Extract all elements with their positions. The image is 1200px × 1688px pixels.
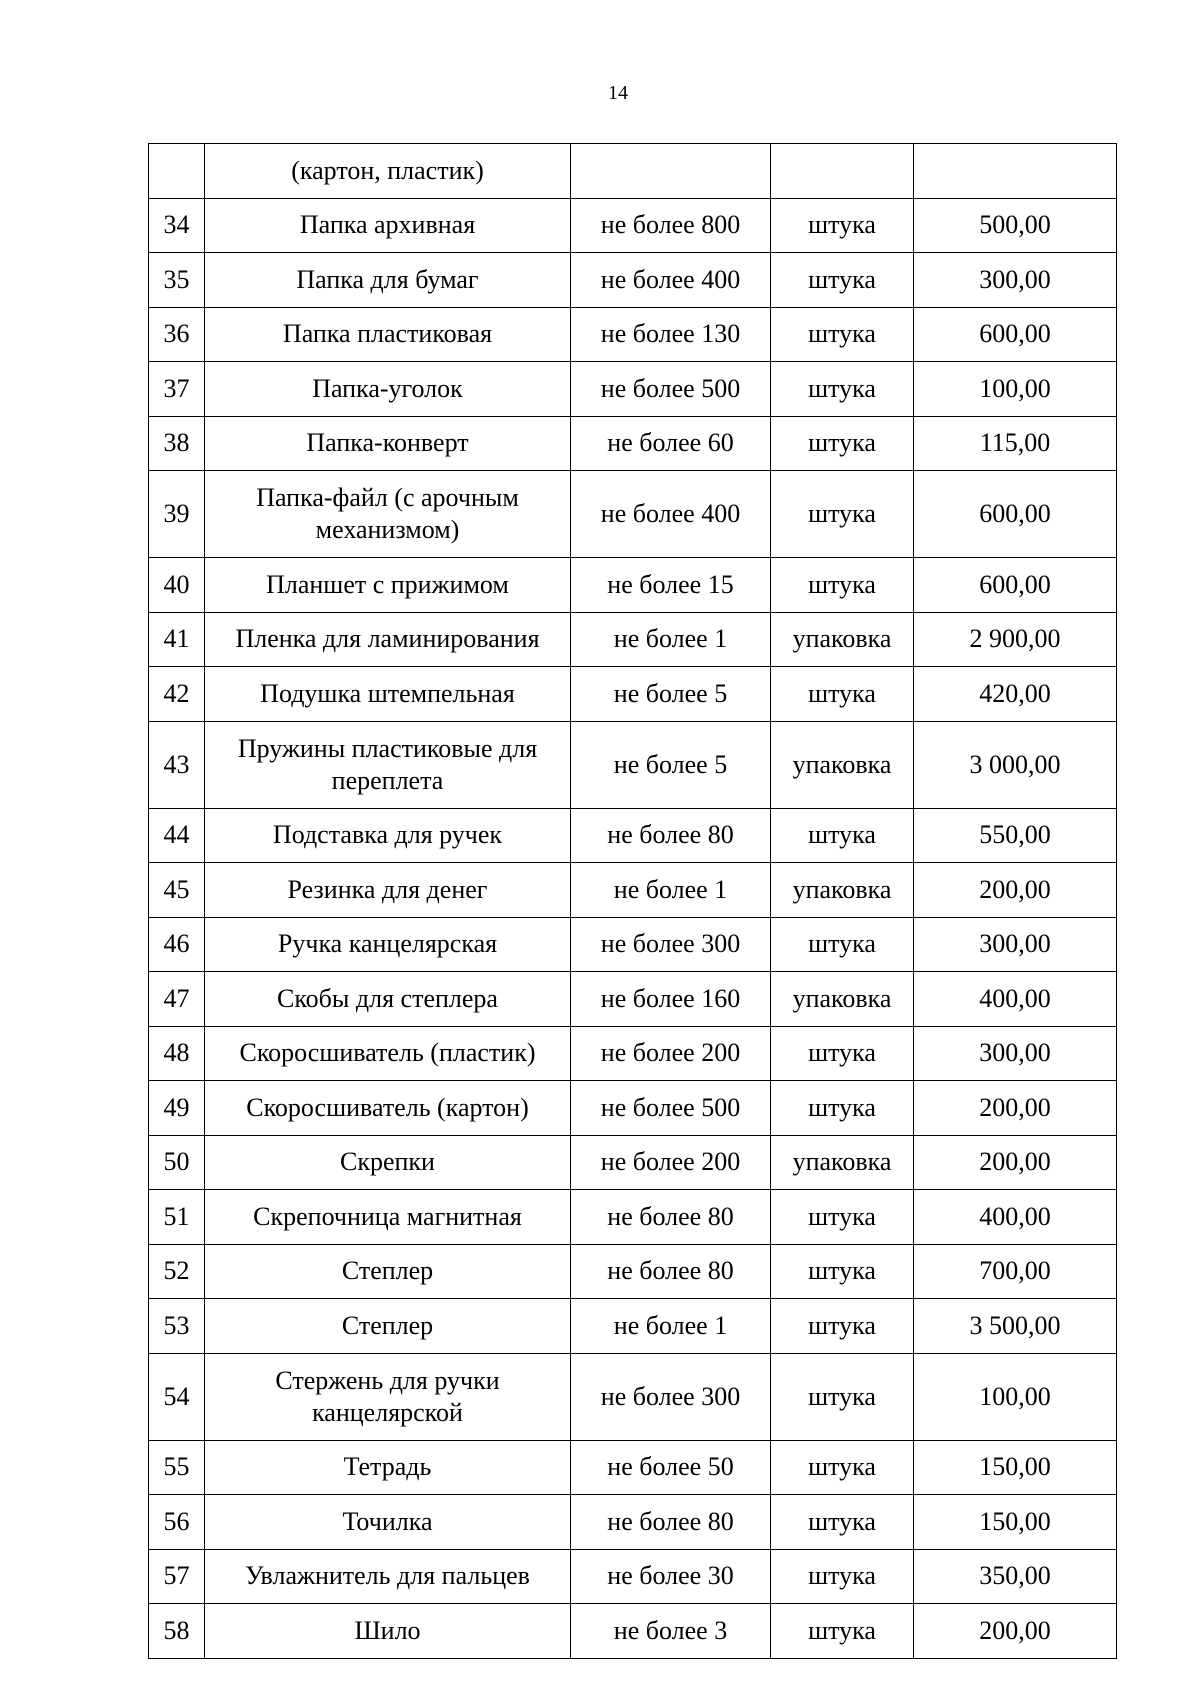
cell-unit: штука: [771, 471, 914, 558]
table-row: [149, 721, 1117, 808]
cell-num: 40: [149, 558, 205, 613]
table-row: [149, 917, 1117, 972]
cell-price: 200,00: [914, 1135, 1117, 1190]
cell-qty: не более 15: [571, 558, 771, 613]
cell-price: 400,00: [914, 1190, 1117, 1245]
table-row: [149, 1604, 1117, 1659]
cell-price: 300,00: [914, 1026, 1117, 1081]
cell-num: 38: [149, 416, 205, 471]
cell-qty: не более 30: [571, 1549, 771, 1604]
cell-name: Пленка для ламинирования: [205, 612, 571, 667]
cell-unit: штука: [771, 558, 914, 613]
cell-name: Ручка канцелярская: [205, 917, 571, 972]
cell-num: 56: [149, 1495, 205, 1550]
cell-unit: штука: [771, 1244, 914, 1299]
cell-name: Пружины пластиковые для переплета: [205, 721, 571, 808]
cell-qty: [571, 144, 771, 199]
cell-num: 58: [149, 1604, 205, 1659]
cell-name: Скоросшиватель (картон): [205, 1081, 571, 1136]
cell-qty: не более 1: [571, 863, 771, 918]
cell-unit: штука: [771, 307, 914, 362]
cell-price: 3 500,00: [914, 1299, 1117, 1354]
cell-unit: штука: [771, 667, 914, 722]
cell-num: 51: [149, 1190, 205, 1245]
table-row: [149, 863, 1117, 918]
cell-num: 45: [149, 863, 205, 918]
cell-qty: не более 80: [571, 1495, 771, 1550]
cell-qty: не более 1: [571, 612, 771, 667]
cell-price: 600,00: [914, 307, 1117, 362]
cell-name: (картон, пластик): [205, 144, 571, 199]
cell-qty: не более 3: [571, 1604, 771, 1659]
cell-price: 400,00: [914, 972, 1117, 1027]
cell-qty: не более 160: [571, 972, 771, 1027]
cell-unit: упаковка: [771, 721, 914, 808]
table-row: [149, 1299, 1117, 1354]
cell-num: 36: [149, 307, 205, 362]
cell-num: 52: [149, 1244, 205, 1299]
cell-qty: не более 200: [571, 1026, 771, 1081]
cell-price: 700,00: [914, 1244, 1117, 1299]
table-row: [149, 1440, 1117, 1495]
cell-name: Шило: [205, 1604, 571, 1659]
cell-name: Стержень для ручки канцелярской: [205, 1353, 571, 1440]
cell-unit: штука: [771, 917, 914, 972]
cell-name: Папка-файл (с арочным механизмом): [205, 471, 571, 558]
cell-qty: не более 130: [571, 307, 771, 362]
cell-price: 150,00: [914, 1440, 1117, 1495]
table-row: [149, 972, 1117, 1027]
cell-name: Скрепочница магнитная: [205, 1190, 571, 1245]
table-row: [149, 1495, 1117, 1550]
cell-name: Папка для бумаг: [205, 253, 571, 308]
cell-unit: штука: [771, 362, 914, 417]
cell-qty: не более 300: [571, 917, 771, 972]
cell-price: 300,00: [914, 917, 1117, 972]
page-number: 14: [608, 82, 628, 104]
cell-name: Скрепки: [205, 1135, 571, 1190]
cell-num: 44: [149, 808, 205, 863]
cell-name: Точилка: [205, 1495, 571, 1550]
cell-qty: не более 80: [571, 1190, 771, 1245]
cell-price: 115,00: [914, 416, 1117, 471]
cell-num: 39: [149, 471, 205, 558]
cell-num: 50: [149, 1135, 205, 1190]
cell-price: 500,00: [914, 198, 1117, 253]
cell-price: 600,00: [914, 471, 1117, 558]
cell-price: 200,00: [914, 1081, 1117, 1136]
cell-qty: не более 400: [571, 253, 771, 308]
cell-unit: штука: [771, 1026, 914, 1081]
table-row: [149, 416, 1117, 471]
table-row: [149, 1549, 1117, 1604]
cell-name: Степлер: [205, 1244, 571, 1299]
table-row: [149, 1081, 1117, 1136]
cell-name: Планшет с прижимом: [205, 558, 571, 613]
cell-unit: упаковка: [771, 1135, 914, 1190]
cell-price: 200,00: [914, 863, 1117, 918]
table-row: [149, 667, 1117, 722]
cell-num: 37: [149, 362, 205, 417]
cell-qty: не более 80: [571, 1244, 771, 1299]
table-row: [149, 307, 1117, 362]
cell-num: 34: [149, 198, 205, 253]
cell-price: [914, 144, 1117, 199]
cell-qty: не более 80: [571, 808, 771, 863]
cell-name: Скоросшиватель (пластик): [205, 1026, 571, 1081]
cell-unit: штука: [771, 253, 914, 308]
table-body: [149, 144, 1117, 1659]
cell-name: Увлажнитель для пальцев: [205, 1549, 571, 1604]
cell-name: Резинка для денег: [205, 863, 571, 918]
cell-unit: штука: [771, 1495, 914, 1550]
cell-name: Тетрадь: [205, 1440, 571, 1495]
table-row: [149, 1026, 1117, 1081]
cell-price: 2 900,00: [914, 612, 1117, 667]
cell-num: 48: [149, 1026, 205, 1081]
cell-num: 55: [149, 1440, 205, 1495]
cell-unit: штука: [771, 1353, 914, 1440]
cell-unit: штука: [771, 1604, 914, 1659]
cell-unit: штука: [771, 1190, 914, 1245]
cell-price: 600,00: [914, 558, 1117, 613]
cell-price: 350,00: [914, 1549, 1117, 1604]
cell-num: 47: [149, 972, 205, 1027]
table-row: [149, 612, 1117, 667]
cell-name: Папка-конверт: [205, 416, 571, 471]
cell-name: Папка архивная: [205, 198, 571, 253]
cell-unit: [771, 144, 914, 199]
cell-price: 100,00: [914, 1353, 1117, 1440]
cell-price: 550,00: [914, 808, 1117, 863]
cell-qty: не более 5: [571, 667, 771, 722]
cell-price: 100,00: [914, 362, 1117, 417]
table-row: [149, 253, 1117, 308]
cell-qty: не более 5: [571, 721, 771, 808]
cell-num: [149, 144, 205, 199]
cell-name: Подушка штемпельная: [205, 667, 571, 722]
cell-num: 53: [149, 1299, 205, 1354]
table-row: [149, 1190, 1117, 1245]
cell-unit: штука: [771, 416, 914, 471]
cell-name: Степлер: [205, 1299, 571, 1354]
cell-qty: не более 800: [571, 198, 771, 253]
table-row-continuation: [149, 144, 1117, 199]
cell-qty: не более 500: [571, 362, 771, 417]
table-row: [149, 1353, 1117, 1440]
table-row: [149, 1244, 1117, 1299]
cell-num: 49: [149, 1081, 205, 1136]
table-row: [149, 808, 1117, 863]
cell-num: 43: [149, 721, 205, 808]
cell-name: Скобы для степлера: [205, 972, 571, 1027]
cell-unit: упаковка: [771, 612, 914, 667]
table-row: [149, 558, 1117, 613]
table-row: [149, 471, 1117, 558]
cell-price: 3 000,00: [914, 721, 1117, 808]
cell-unit: штука: [771, 1549, 914, 1604]
cell-unit: штука: [771, 1081, 914, 1136]
table-row: [149, 198, 1117, 253]
cell-qty: не более 50: [571, 1440, 771, 1495]
cell-num: 46: [149, 917, 205, 972]
cell-unit: штука: [771, 198, 914, 253]
cell-num: 57: [149, 1549, 205, 1604]
cell-name: Папка пластиковая: [205, 307, 571, 362]
cell-name: Подставка для ручек: [205, 808, 571, 863]
cell-price: 420,00: [914, 667, 1117, 722]
supplies-table: [148, 143, 1117, 1659]
cell-qty: не более 60: [571, 416, 771, 471]
cell-qty: не более 300: [571, 1353, 771, 1440]
cell-unit: штука: [771, 808, 914, 863]
cell-qty: не более 500: [571, 1081, 771, 1136]
table-row: [149, 1135, 1117, 1190]
cell-unit: упаковка: [771, 972, 914, 1027]
cell-num: 54: [149, 1353, 205, 1440]
cell-unit: штука: [771, 1440, 914, 1495]
cell-price: 200,00: [914, 1604, 1117, 1659]
cell-name: Папка-уголок: [205, 362, 571, 417]
cell-num: 41: [149, 612, 205, 667]
cell-num: 42: [149, 667, 205, 722]
table-row: [149, 362, 1117, 417]
cell-unit: упаковка: [771, 863, 914, 918]
cell-unit: штука: [771, 1299, 914, 1354]
cell-num: 35: [149, 253, 205, 308]
cell-qty: не более 200: [571, 1135, 771, 1190]
cell-price: 300,00: [914, 253, 1117, 308]
cell-qty: не более 400: [571, 471, 771, 558]
cell-price: 150,00: [914, 1495, 1117, 1550]
cell-qty: не более 1: [571, 1299, 771, 1354]
